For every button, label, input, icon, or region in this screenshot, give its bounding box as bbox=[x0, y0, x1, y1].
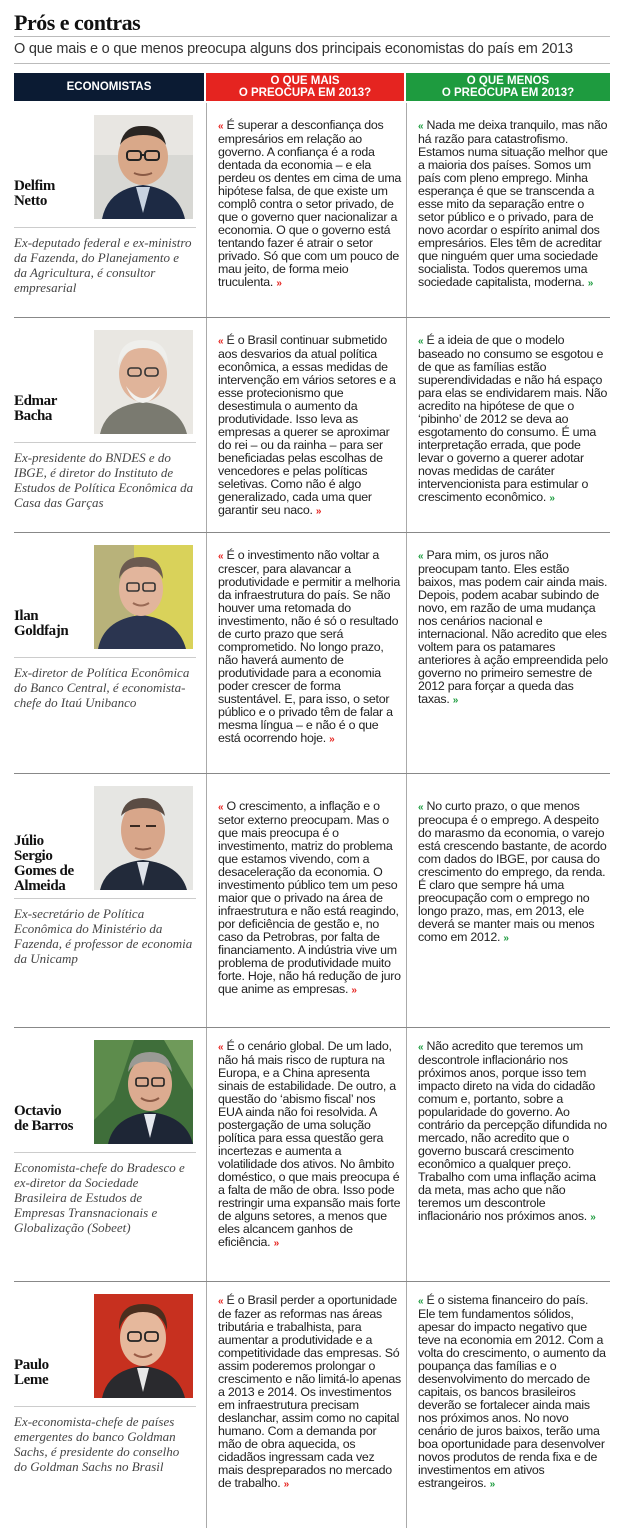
column-divider bbox=[206, 1282, 207, 1528]
bio-divider bbox=[14, 898, 196, 899]
economist-bio: Ex-deputado federal e ex-ministro da Fazenda, do Planejamento e da Agricultura, é consultor empresarial bbox=[14, 235, 192, 295]
economist-photo bbox=[94, 545, 193, 649]
open-quote-mark: « bbox=[218, 1296, 224, 1307]
open-quote-mark: « bbox=[418, 336, 424, 347]
bio-divider bbox=[14, 227, 196, 228]
more-worry-quote bbox=[218, 1040, 402, 1250]
column-divider bbox=[206, 318, 207, 532]
close-quote-mark: » bbox=[315, 506, 322, 517]
close-quote-mark: » bbox=[283, 1479, 289, 1490]
column-divider bbox=[206, 1028, 207, 1281]
less-worry-text: Para mim, os juros não preocupam tanto. Eles estão baixos, mas podem cair ainda mais. Depois, podem acabar subindo de novo, em razão de uma mudança nos cenários nacional e internacional. Não acredito que eles voltem para os patamares anteriores à ação empreendida pelo governo no primeiro semestre de 2012 para forçar a queda das taxas. bbox=[418, 548, 608, 706]
economist-photo bbox=[94, 786, 193, 890]
less-worry-quote bbox=[418, 334, 608, 505]
economist-name-line: Ilan bbox=[14, 608, 39, 624]
economist-row bbox=[14, 103, 610, 318]
open-quote-mark: « bbox=[418, 802, 424, 813]
open-quote-mark: « bbox=[218, 1042, 224, 1053]
column-header-economists-label: ECONOMISTAS bbox=[66, 81, 152, 93]
economist-bio: Ex-secretário de Política Econômica do Ministério da Fazenda, é professor de economia da Unicamp bbox=[14, 906, 193, 966]
more-worry-quote bbox=[218, 1294, 402, 1491]
bio-divider bbox=[14, 442, 196, 443]
less-worry-text: No curto prazo, o que menos preocupa é o emprego. A despeito do marasmo da economia, o varejo está crescendo bastante, de acordo com dados do IBGE, por causa do crescimento do emprego, da renda. É claro que sempre há uma preocupação com o emprego no longo prazo, mas, em 2013, ele deverá se manter mais ou menos como em 2012. bbox=[418, 799, 607, 944]
column-divider bbox=[206, 103, 207, 317]
economist-name-line: Goldfajn bbox=[14, 623, 69, 639]
economist-name bbox=[14, 834, 94, 894]
close-quote-mark: » bbox=[590, 1212, 596, 1223]
column-header-more-worry bbox=[206, 73, 404, 101]
open-quote-mark: « bbox=[218, 802, 224, 813]
less-worry-text: É o sistema financeiro do país. Ele tem fundamentos sólidos, apesar do impacto negativo que teve na economia em 2012. Com a volta do crescimento, o aumento da poupança das famílias e o desenvolvimento do mercado de capitais, os bancos brasileiros deverão se fortalecer ainda mais nos próximos anos. No novo cenário de juros baixos, terão uma boa oportunidade para desenvolver novos produtos de renda fixa e de investimentos em ativos estrangeiros. bbox=[418, 1293, 606, 1490]
portrait-image bbox=[94, 1040, 193, 1144]
column-header-more-line1: O QUE MAIS bbox=[270, 75, 340, 87]
column-divider bbox=[406, 1282, 407, 1528]
economist-name bbox=[14, 179, 94, 209]
open-quote-mark: « bbox=[218, 551, 224, 562]
more-worry-quote bbox=[218, 334, 402, 518]
close-quote-mark: » bbox=[503, 933, 509, 944]
open-quote-mark: « bbox=[418, 121, 424, 132]
economist-name bbox=[14, 1104, 94, 1134]
less-worry-text: Nada me deixa tranquilo, mas não há razão para catastrofismo. Estamos numa situação melhor que a maioria dos países. Somos um país com pleno emprego. Minha esperança é que se transcenda a esse mito da separação entre o setor público e o privado, para de novo acordar o espírito animal dos empresários. Eles têm de acreditar que ninguém quer uma sociedade socialista. Todos queremos uma sociedade capitalista, moderna. bbox=[418, 118, 608, 289]
economist-photo bbox=[94, 1040, 193, 1144]
bio-divider bbox=[14, 1406, 196, 1407]
more-worry-text: É o Brasil continuar submetido aos desvarios da atual política econômica, a essas medidas de intervenção em vários setores e a esse protecionismo que desestimula o aumento da produtividade. Isso leva as empresas a querer se aproximar do rei – ou da rainha – para ser beneficiadas pelas escolhas de vencedores e pelas políticas seletivas. Como não é algo generalizado, cada uma quer garantir seu naco. bbox=[218, 333, 396, 517]
column-header-less-line2: O PREOCUPA EM 2013? bbox=[441, 87, 575, 99]
economist-photo bbox=[94, 330, 193, 434]
economist-name-line: de Barros bbox=[14, 1118, 74, 1134]
close-quote-mark: » bbox=[329, 734, 335, 745]
more-worry-quote bbox=[218, 800, 402, 997]
economist-name-line: Júlio bbox=[14, 833, 44, 849]
column-header-more-line2: O PREOCUPA EM 2013? bbox=[238, 87, 372, 99]
portrait-image bbox=[94, 786, 193, 890]
more-worry-quote bbox=[218, 119, 402, 290]
economist-name bbox=[14, 609, 94, 639]
column-divider bbox=[206, 774, 207, 1027]
economist-row bbox=[14, 1282, 610, 1528]
less-worry-quote bbox=[418, 549, 608, 707]
bio-divider bbox=[14, 1152, 196, 1153]
column-header-less-line1: O QUE MENOS bbox=[466, 75, 550, 87]
economist-name-line: Edmar bbox=[14, 393, 58, 409]
open-quote-mark: « bbox=[418, 1296, 424, 1307]
less-worry-quote bbox=[418, 800, 608, 945]
economist-bio: Economista-chefe do Bradesco e ex-diretor da Sociedade Brasileira de Estudos de Empresas Transnacionais e Globalização (Sobeet) bbox=[14, 1160, 185, 1235]
economist-name-line: Gomes de bbox=[14, 863, 74, 879]
portrait-image bbox=[94, 330, 193, 434]
economist-name bbox=[14, 394, 94, 424]
economist-name-line: Netto bbox=[14, 193, 47, 209]
bio-divider bbox=[14, 657, 196, 658]
economist-name bbox=[14, 1358, 94, 1388]
economist-bio: Ex-diretor de Política Econômica do Banco Central, é economista-chefe do Itaú Unibanco bbox=[14, 665, 190, 710]
page-title: Prós e contras bbox=[14, 10, 141, 35]
more-worry-text: É o Brasil perder a oportunidade de fazer as reformas nas áreas tributária e trabalhista, para aumentar a produtividade e a competitividade das empresas. Só assim poderemos prolongar o crescimento e não limitá-lo apenas a 2013 e 2014. Os investimentos em infraestrutura precisam deslanchar, assim como no capital humano. Com a demanda por mão de obra aquecida, os cidadãos ingressam cada vez mais despreparados no mercado de trabalho. bbox=[218, 1293, 401, 1490]
close-quote-mark: » bbox=[273, 1238, 279, 1249]
economist-photo bbox=[94, 1294, 193, 1398]
close-quote-mark: » bbox=[351, 985, 357, 996]
column-divider bbox=[406, 1028, 407, 1281]
less-worry-quote bbox=[418, 1040, 608, 1224]
more-worry-text: É superar a desconfiança dos empresários em relação ao governo. A confiança é a roda dentada da economia – e ela perdeu os dentes em cima de uma hipótese falsa, de que existe um complô contra o setor privado, de que o governo quer nacionalizar a economia. O que o governo está tentando fazer é atrair o setor privado. Só que com um pouco de mau jeito, de forma meio truculenta. bbox=[218, 118, 402, 289]
close-quote-mark: » bbox=[452, 695, 459, 706]
economist-name-line: Delfim bbox=[14, 178, 55, 194]
more-worry-text: O crescimento, a inflação e o setor externo preocupam. Mas o que mais preocupa é o investimento, matriz do problema que estamos vivendo, com a desaceleração da economia. O investimento público tem um peso maior que o privado na área de infraestrutura e não está reagindo, por deficiência de gestão e, no caso da Petrobras, por falta de financiamento. A indústria vive um problema de produtividade muito forte. Hoje, não há redução de juro que anime as empresas. bbox=[218, 799, 401, 996]
economist-row bbox=[14, 774, 610, 1028]
more-worry-text: É o cenário global. De um lado, não há mais risco de ruptura na Europa, e a China apresenta sinais de estabilidade. De outro, a questão do ‘abismo fiscal’ nos EUA ainda não foi resolvida. A postergação de uma solução política para essa questão gera incertezas e aumenta a volatilidade dos ativos. No âmbito doméstico, o que mais preocupa é a falta de mão de obra. Isso pode restringir uma expansão mais forte de alguns setores, a menos que eles alcancem ganhos de eficiência. bbox=[218, 1039, 401, 1249]
less-worry-text: Não acredito que teremos um descontrole inflacionário nos próximos anos, porque isso tem impacto direto na vida do cidadão comum e, portanto, sobre a popularidade do governo. Ao contrário da percepção difundida no mercado, não acredito que o governo buscará crescimento econômico a qualquer preço. Trabalho com uma inflação acima da meta, mas acho que não teremos um descontrole inflacionário nos próximos anos. bbox=[418, 1039, 607, 1223]
more-worry-quote bbox=[218, 549, 402, 746]
economist-name-line: Almeida bbox=[14, 878, 66, 894]
close-quote-mark: » bbox=[549, 493, 555, 504]
more-worry-text: É o investimento não voltar a crescer, para alavancar a produtividade e permitir a melhoria da infraestrutura do país. Se não houver uma retomada do investimento, não é só o resultado de curto prazo que será comprometido. No longo prazo, não haverá aumento de produtividade para a economia poder crescer de forma sustentável. E, para isso, o setor público e o privado têm de falar a mesma língua – e não é o que está ocorrendo hoje. bbox=[218, 548, 401, 745]
column-divider bbox=[406, 103, 407, 317]
column-header-less-worry bbox=[406, 73, 610, 101]
economist-bio: Ex-presidente do BNDES e do IBGE, é diretor do Instituto de Estudos de Política Econômica da Casa das Garças bbox=[14, 450, 194, 510]
column-divider bbox=[206, 533, 207, 773]
subtitle-divider bbox=[14, 63, 610, 64]
title-divider bbox=[14, 36, 610, 37]
less-worry-quote bbox=[418, 119, 608, 290]
open-quote-mark: « bbox=[418, 551, 424, 562]
close-quote-mark: » bbox=[489, 1479, 495, 1490]
less-worry-quote bbox=[418, 1294, 608, 1491]
portrait-image bbox=[94, 1294, 193, 1398]
economist-name-line: Bacha bbox=[14, 408, 53, 424]
economist-name-line: Sergio bbox=[14, 848, 53, 864]
column-divider bbox=[406, 774, 407, 1027]
economist-name-line: Leme bbox=[14, 1372, 49, 1388]
less-worry-text: É a ideia de que o modelo baseado no consumo se esgotou e de que as famílias estão superendividadas e não há espaço para elas se endividarem mais. Não acredito na hipótese de que o ‘pibinho’ de 2012 se deva ao esgotamento do consumo. É uma interpretação errada, que pode levar o governo a querer adotar novas medidas de caráter intervencionista para estimular o crescimento econômico. bbox=[418, 333, 608, 504]
open-quote-mark: « bbox=[218, 121, 224, 132]
economist-row bbox=[14, 1028, 610, 1282]
page-subtitle: O que mais e o que menos preocupa alguns dos principais economistas do país em 2013 bbox=[14, 41, 573, 57]
economist-name-line: Octavio bbox=[14, 1103, 62, 1119]
close-quote-mark: » bbox=[587, 278, 594, 289]
economist-name-line: Paulo bbox=[14, 1357, 49, 1373]
column-divider bbox=[406, 318, 407, 532]
economist-row bbox=[14, 533, 610, 774]
portrait-image bbox=[94, 115, 193, 219]
open-quote-mark: « bbox=[218, 336, 224, 347]
column-divider bbox=[406, 533, 407, 773]
open-quote-mark: « bbox=[418, 1042, 424, 1053]
economist-row bbox=[14, 318, 610, 533]
economist-photo bbox=[94, 115, 193, 219]
column-header-economists bbox=[14, 73, 204, 101]
portrait-image bbox=[94, 545, 193, 649]
close-quote-mark: » bbox=[276, 278, 282, 289]
economist-bio: Ex-economista-chefe de países emergentes do banco Goldman Sachs, é presidente do conselho do Goldman Sachs no Brasil bbox=[14, 1414, 180, 1474]
